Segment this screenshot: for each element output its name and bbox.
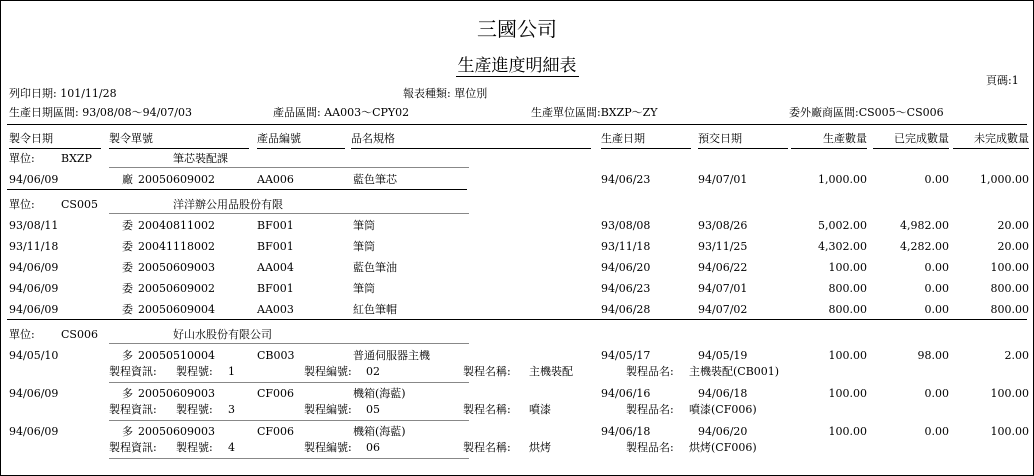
process-item-label: 製程品名: — [626, 403, 674, 416]
process-no: 1 — [228, 365, 235, 378]
process-code: 06 — [366, 441, 380, 454]
row-order-no: 20050510004 — [138, 349, 215, 362]
row-due-date: 94/06/20 — [698, 425, 748, 438]
row-done: 0.00 — [924, 387, 949, 400]
row-order-no: 20041118002 — [138, 240, 215, 253]
column-underline — [873, 148, 949, 149]
row-due-date: 94/05/19 — [698, 349, 748, 362]
row-due-date: 94/06/22 — [698, 261, 748, 274]
row-spec: 筆筒 — [353, 219, 375, 232]
process-code-label: 製程編號: — [304, 403, 352, 416]
row-undone: 100.00 — [990, 387, 1029, 400]
row-order-no: 20040811002 — [138, 219, 215, 232]
column-underline — [9, 148, 101, 149]
row-undone: 2.00 — [1004, 349, 1029, 362]
row-undone: 800.00 — [990, 303, 1029, 316]
process-item: 烘烤(CF006) — [689, 441, 757, 454]
row-order-date: 94/06/09 — [9, 282, 59, 295]
process-item: 噴漆(CF006) — [689, 403, 757, 416]
row-undone: 20.00 — [997, 240, 1029, 253]
row-kind: 委 — [122, 219, 133, 232]
column-underline — [601, 148, 691, 149]
vendor-range: 委外廠商區間:CS005～CS006 — [789, 106, 944, 119]
row-done: 4,982.00 — [900, 219, 949, 232]
group-name-underline — [109, 343, 469, 344]
row-prod-date: 94/06/18 — [601, 425, 651, 438]
row-qty: 1,000.00 — [818, 173, 867, 186]
column-underline — [351, 148, 591, 149]
process-code-label: 製程編號: — [304, 365, 352, 378]
row-qty: 100.00 — [828, 425, 867, 438]
process-no-label: 製程號: — [176, 365, 213, 378]
row-prod-date: 94/06/28 — [601, 303, 651, 316]
row-done: 0.00 — [924, 173, 949, 186]
group-code: CS006 — [61, 328, 98, 341]
row-qty: 5,002.00 — [818, 219, 867, 232]
row-undone: 800.00 — [990, 282, 1029, 295]
product-range: 產品區間: AA003～CPY02 — [273, 106, 410, 119]
row-due-date: 94/07/02 — [698, 303, 748, 316]
row-done: 0.00 — [924, 282, 949, 295]
row-spec: 普通伺服器主機 — [353, 349, 430, 362]
row-due-date: 94/07/01 — [698, 282, 748, 295]
report-type: 報表種類: 單位別 — [403, 87, 488, 100]
column-header: 生產日期 — [601, 132, 645, 145]
row-undone: 100.00 — [990, 261, 1029, 274]
row-order-date: 94/06/09 — [9, 303, 59, 316]
row-spec: 藍色筆油 — [353, 261, 397, 274]
process-item: 主機裝配(CB001) — [689, 365, 780, 378]
column-header: 品名規格 — [351, 132, 395, 145]
row-kind: 委 — [122, 282, 133, 295]
row-due-date: 93/11/25 — [698, 240, 748, 253]
column-header: 產品編號 — [257, 132, 301, 145]
row-prod-date: 94/06/16 — [601, 387, 651, 400]
group-end-rule — [7, 189, 467, 190]
row-order-date: 94/06/09 — [9, 173, 59, 186]
process-no-label: 製程號: — [176, 441, 213, 454]
column-header: 已完成數量 — [894, 132, 949, 145]
row-undone: 20.00 — [997, 219, 1029, 232]
row-order-no: 20050609003 — [138, 261, 215, 274]
row-qty: 100.00 — [828, 261, 867, 274]
column-underline — [791, 148, 867, 149]
column-header: 製令單號 — [109, 132, 153, 145]
company-name: 三國公司 — [477, 17, 557, 41]
row-prod-date: 94/06/23 — [601, 282, 651, 295]
row-order-date: 94/06/09 — [9, 387, 59, 400]
group-name: 洋洋辦公用品股份有限 — [173, 198, 283, 211]
row-order-no: 20050609002 — [138, 173, 215, 186]
row-qty: 800.00 — [828, 282, 867, 295]
row-spec: 機箱(海藍) — [353, 387, 406, 400]
process-item-label: 製程品名: — [626, 365, 674, 378]
column-underline — [257, 148, 345, 149]
date-range: 生產日期區間: 93/08/08～94/07/03 — [9, 106, 193, 119]
row-qty: 800.00 — [828, 303, 867, 316]
row-product: BF001 — [257, 240, 294, 253]
row-kind: 委 — [122, 261, 133, 274]
row-order-date: 94/05/10 — [9, 349, 59, 362]
row-order-date: 94/06/09 — [9, 425, 59, 438]
group-label: 單位: — [9, 328, 35, 341]
process-name-label: 製程名稱: — [463, 403, 511, 416]
group-name: 好山水股份有限公司 — [173, 328, 272, 341]
row-prod-date: 93/11/18 — [601, 240, 651, 253]
row-kind: 多 — [122, 387, 133, 400]
page-number: 頁碼:1 — [986, 74, 1019, 87]
row-product: BF001 — [257, 219, 294, 232]
process-name: 主機裝配 — [529, 365, 573, 378]
column-underline — [953, 148, 1029, 149]
process-underline — [109, 382, 469, 383]
row-product: AA004 — [257, 261, 294, 274]
process-name: 噴漆 — [529, 403, 551, 416]
row-product: AA006 — [257, 173, 294, 186]
report-title: 生產進度明細表 — [457, 56, 577, 76]
column-header: 製令日期 — [9, 132, 53, 145]
process-info-label: 製程資訊: — [109, 365, 157, 378]
process-item-label: 製程品名: — [626, 441, 674, 454]
process-underline — [109, 420, 469, 421]
row-order-no: 20050609003 — [138, 387, 215, 400]
row-done: 4,282.00 — [900, 240, 949, 253]
process-no-label: 製程號: — [176, 403, 213, 416]
row-kind: 廠 — [122, 173, 133, 186]
group-code: BXZP — [61, 152, 92, 165]
group-name-underline — [109, 167, 469, 168]
row-order-no: 20050609004 — [138, 303, 215, 316]
group-name-underline — [109, 213, 469, 214]
row-product: CF006 — [257, 387, 295, 400]
row-qty: 4,302.00 — [818, 240, 867, 253]
row-qty: 100.00 — [828, 387, 867, 400]
unit-range: 生產單位區間:BXZP～ZY — [531, 106, 658, 119]
print-date: 列印日期: 101/11/28 — [9, 87, 117, 100]
process-name-label: 製程名稱: — [463, 441, 511, 454]
row-undone: 100.00 — [990, 425, 1029, 438]
row-order-no: 20050609002 — [138, 282, 215, 295]
column-underline — [698, 148, 788, 149]
process-code: 05 — [366, 403, 380, 416]
process-code: 02 — [366, 365, 380, 378]
group-label: 單位: — [9, 152, 35, 165]
column-header: 生產數量 — [823, 132, 867, 145]
column-header: 預交日期 — [698, 132, 742, 145]
row-done: 98.00 — [917, 349, 949, 362]
column-header: 未完成數量 — [974, 132, 1029, 145]
row-order-date: 94/06/09 — [9, 261, 59, 274]
row-kind: 委 — [122, 303, 133, 316]
row-product: CB003 — [257, 349, 295, 362]
process-name-label: 製程名稱: — [463, 365, 511, 378]
row-kind: 多 — [122, 425, 133, 438]
row-prod-date: 94/06/23 — [601, 173, 651, 186]
row-done: 0.00 — [924, 425, 949, 438]
row-spec: 筆筒 — [353, 282, 375, 295]
row-product: CF006 — [257, 425, 295, 438]
row-prod-date: 94/05/17 — [601, 349, 651, 362]
row-prod-date: 93/08/08 — [601, 219, 651, 232]
process-no: 3 — [228, 403, 235, 416]
row-spec: 藍色筆芯 — [353, 173, 397, 186]
row-due-date: 94/06/18 — [698, 387, 748, 400]
process-no: 4 — [228, 441, 235, 454]
row-order-date: 93/11/18 — [9, 240, 59, 253]
group-name: 筆芯裝配課 — [173, 152, 228, 165]
row-done: 0.00 — [924, 261, 949, 274]
row-undone: 1,000.00 — [980, 173, 1029, 186]
group-end-rule — [7, 319, 1027, 320]
group-code: CS005 — [61, 198, 98, 211]
process-code-label: 製程編號: — [304, 441, 352, 454]
row-due-date: 93/08/26 — [698, 219, 748, 232]
row-order-date: 93/08/11 — [9, 219, 59, 232]
row-product: AA003 — [257, 303, 294, 316]
process-info-label: 製程資訊: — [109, 441, 157, 454]
row-done: 0.00 — [924, 303, 949, 316]
row-qty: 100.00 — [828, 349, 867, 362]
group-label: 單位: — [9, 198, 35, 211]
process-name: 烘烤 — [529, 441, 551, 454]
row-prod-date: 94/06/20 — [601, 261, 651, 274]
row-spec: 機箱(海藍) — [353, 425, 406, 438]
row-spec: 紅色筆帽 — [353, 303, 397, 316]
process-underline — [109, 458, 469, 459]
process-info-label: 製程資訊: — [109, 403, 157, 416]
header-top-rule — [7, 124, 1027, 125]
row-kind: 委 — [122, 240, 133, 253]
row-order-no: 20050609003 — [138, 425, 215, 438]
row-due-date: 94/07/01 — [698, 173, 748, 186]
row-kind: 多 — [122, 349, 133, 362]
column-underline — [109, 148, 249, 149]
row-spec: 筆筒 — [353, 240, 375, 253]
row-product: BF001 — [257, 282, 294, 295]
